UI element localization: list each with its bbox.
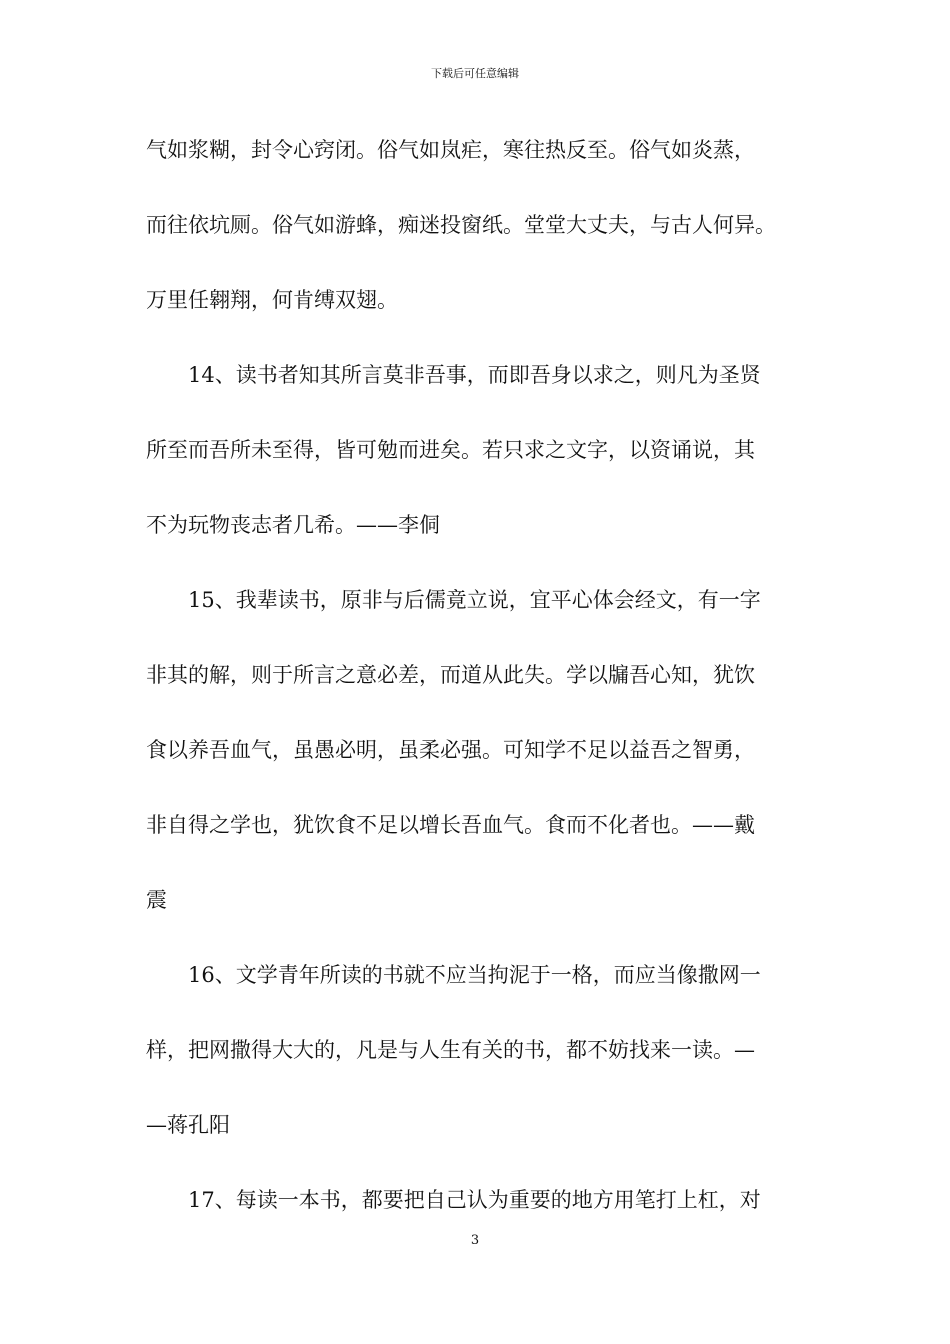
- paragraph-15-start: 15、我辈读书，原非与后儒竟立说，宜平心体会经文，有一字: [188, 588, 761, 612]
- text-line: 气如浆糊，封令心窍闭。俗气如岚疟，寒往热反至。俗气如炎蒸，: [146, 138, 755, 162]
- text-line: 食以养吾血气，虽愚必明，虽柔必强。可知学不足以益吾之智勇，: [146, 738, 755, 762]
- paragraph-17-start: 17、每读一本书，都要把自己认为重要的地方用笔打上杠，对: [188, 1188, 761, 1212]
- text-line: 所至而吾所未至得，皆可勉而进矣。若只求之文字，以资诵说，其: [146, 438, 755, 462]
- paragraph-16-start: 16、文学青年所读的书就不应当拘泥于一格，而应当像撒网一: [188, 963, 761, 987]
- text-line: 非自得之学也，犹饮食不足以增长吾血气。食而不化者也。——戴: [146, 813, 755, 837]
- text-line: 而往依坑厕。俗气如游蜂，痴迷投窗纸。堂堂大丈夫，与古人何异。: [146, 213, 776, 237]
- paragraph-14-start: 14、读书者知其所言莫非吾事，而即吾身以求之，则凡为圣贤: [188, 363, 761, 387]
- text-line: 万里任翱翔，何肯缚双翅。: [146, 288, 398, 312]
- page-header: 下载后可任意编辑: [431, 67, 519, 80]
- text-line: 震: [146, 888, 167, 912]
- text-line: 样，把网撒得大大的，凡是与人生有关的书，都不妨找来一读。—: [146, 1038, 755, 1062]
- text-line: 不为玩物丧志者几希。——李侗: [146, 513, 440, 537]
- text-line: 非其的解，则于所言之意必差，而道从此失。学以牖吾心知，犹饮: [146, 663, 755, 687]
- page-number: 3: [470, 1233, 480, 1248]
- text-line: —蒋孔阳: [146, 1113, 230, 1137]
